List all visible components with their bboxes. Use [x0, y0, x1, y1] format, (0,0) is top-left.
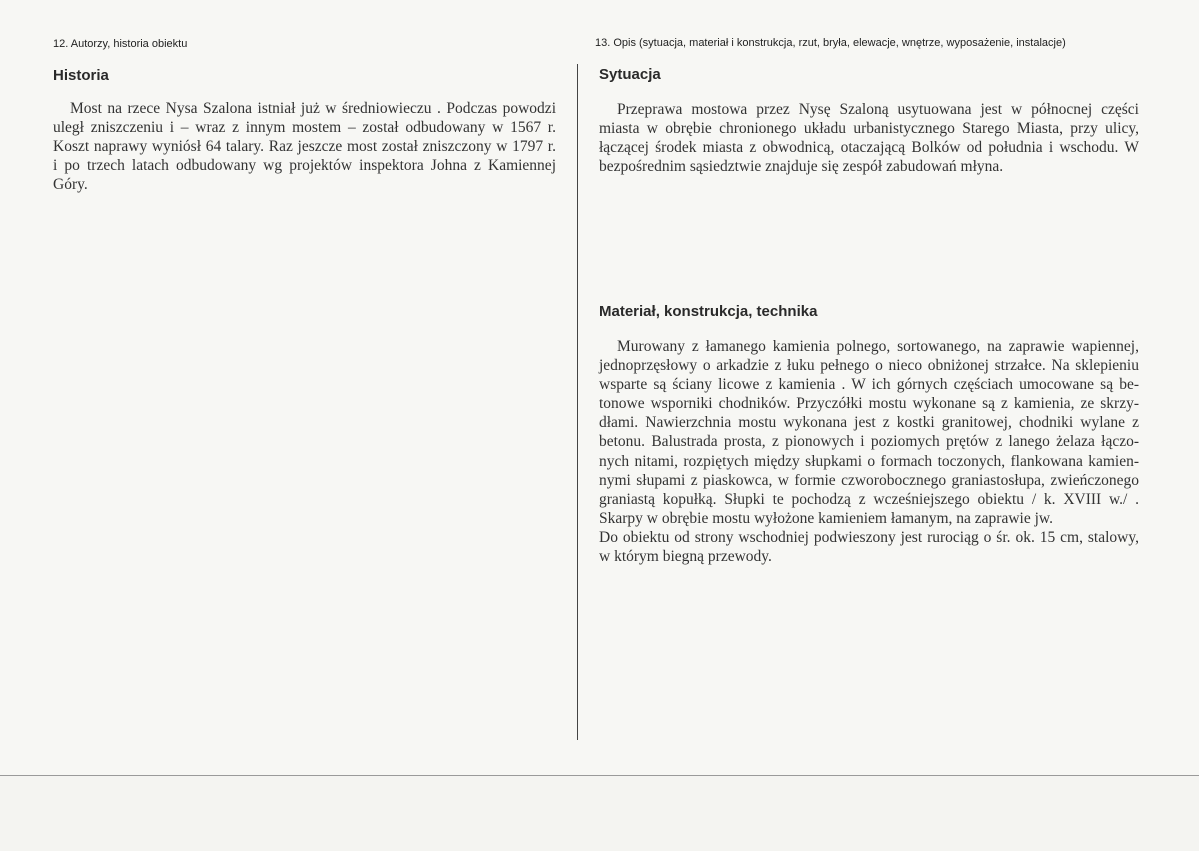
text-line: Most na rzece Nysa Szalona istniał już w średniowieczu . Podczas powodzi [70, 100, 556, 117]
text-line: Przeprawa mostowa przez Nysę Szaloną usytuowana jest w północnej części [617, 101, 1139, 118]
section-header-description: 13. Opis (sytuacja, materiał i konstrukcja, rzut, bryła, elewacje, wnętrze, wyposażenie, instalacje) [595, 37, 1066, 49]
text-line: Murowany z łamanego kamienia polnego, sortowanego, na zaprawie wapiennej, [617, 338, 1139, 355]
text-line: Skarpy w obrębie mostu wyłożone kamieniem łamanym, na zaprawie jw. [599, 509, 1053, 527]
column-divider [577, 64, 578, 740]
text-line: wsparte są ściany licowe z kamienia . W ich górnych częściach umocowane są be- [599, 376, 1139, 394]
text-line: nych nitami, rozpiętych między słupkami o formach toczonych, flankowana kamien- [599, 452, 1139, 470]
situation-paragraph [599, 100, 1139, 176]
material-paragraph [599, 337, 1139, 566]
text-line: dłami. Nawierzchnia mostu wykonana jest z kostki granitowej, chodniki wylane z [599, 414, 1139, 432]
text-line: w którym biegną przewody. [599, 548, 772, 566]
text-line: nymi słupami z piaskowca, w formie czworobocznego graniastosłupa, zwieńczonego [599, 471, 1139, 489]
page-bottom-margin [0, 776, 1199, 851]
text-line: jednoprzęsłowy o arkadzie z łuku pełnego o nieco obniżonej strzałce. Na sklepieniu [599, 357, 1139, 375]
text-line: Koszt naprawy wyniósł 64 talary. Raz jeszcze most został zniszczony w 1797 r. [53, 138, 556, 156]
history-paragraph [53, 99, 556, 194]
text-line: Góry. [53, 176, 88, 194]
text-line: betonu. Balustrada prosta, z pionowych i poziomych prętów z lanego żelaza łączo- [599, 433, 1139, 451]
text-line: tonowe wsporniki chodników. Przyczółki mostu wykonane są z kamienia, ze skrzy- [599, 395, 1139, 413]
text-line: graniastą kopułką. Słupki te pochodzą z wcześniejszego obiektu / k. XVIII w./ . [599, 490, 1139, 508]
text-line: bezpośrednim sąsiedztwie znajduje się zespół zabudowań młyna. [599, 158, 1004, 176]
text-line: uległ zniszczeniu i – wraz z innym mostem – został odbudowany w 1567 r. [53, 119, 556, 137]
heading-historia: Historia [53, 67, 109, 84]
section-header-authors-history: 12. Autorzy, historia obiektu [53, 38, 188, 50]
heading-sytuacja: Sytuacja [599, 66, 661, 83]
text-line: miasta w obrębie chronionego układu urbanistycznego Starego Miasta, przy ulicy, [599, 120, 1139, 138]
text-line: i po trzech latach odbudowany wg projektów inspektora Johna z Kamiennej [53, 157, 556, 175]
heading-material: Materiał, konstrukcja, technika [599, 303, 818, 320]
text-line: łączącej środek miasta z obwodnicą, otaczającą Bolków od południa i wschodu. W [599, 139, 1139, 157]
text-line: Do obiektu od strony wschodniej podwieszony jest rurociąg o śr. ok. 15 cm, stalowy, [599, 528, 1139, 546]
